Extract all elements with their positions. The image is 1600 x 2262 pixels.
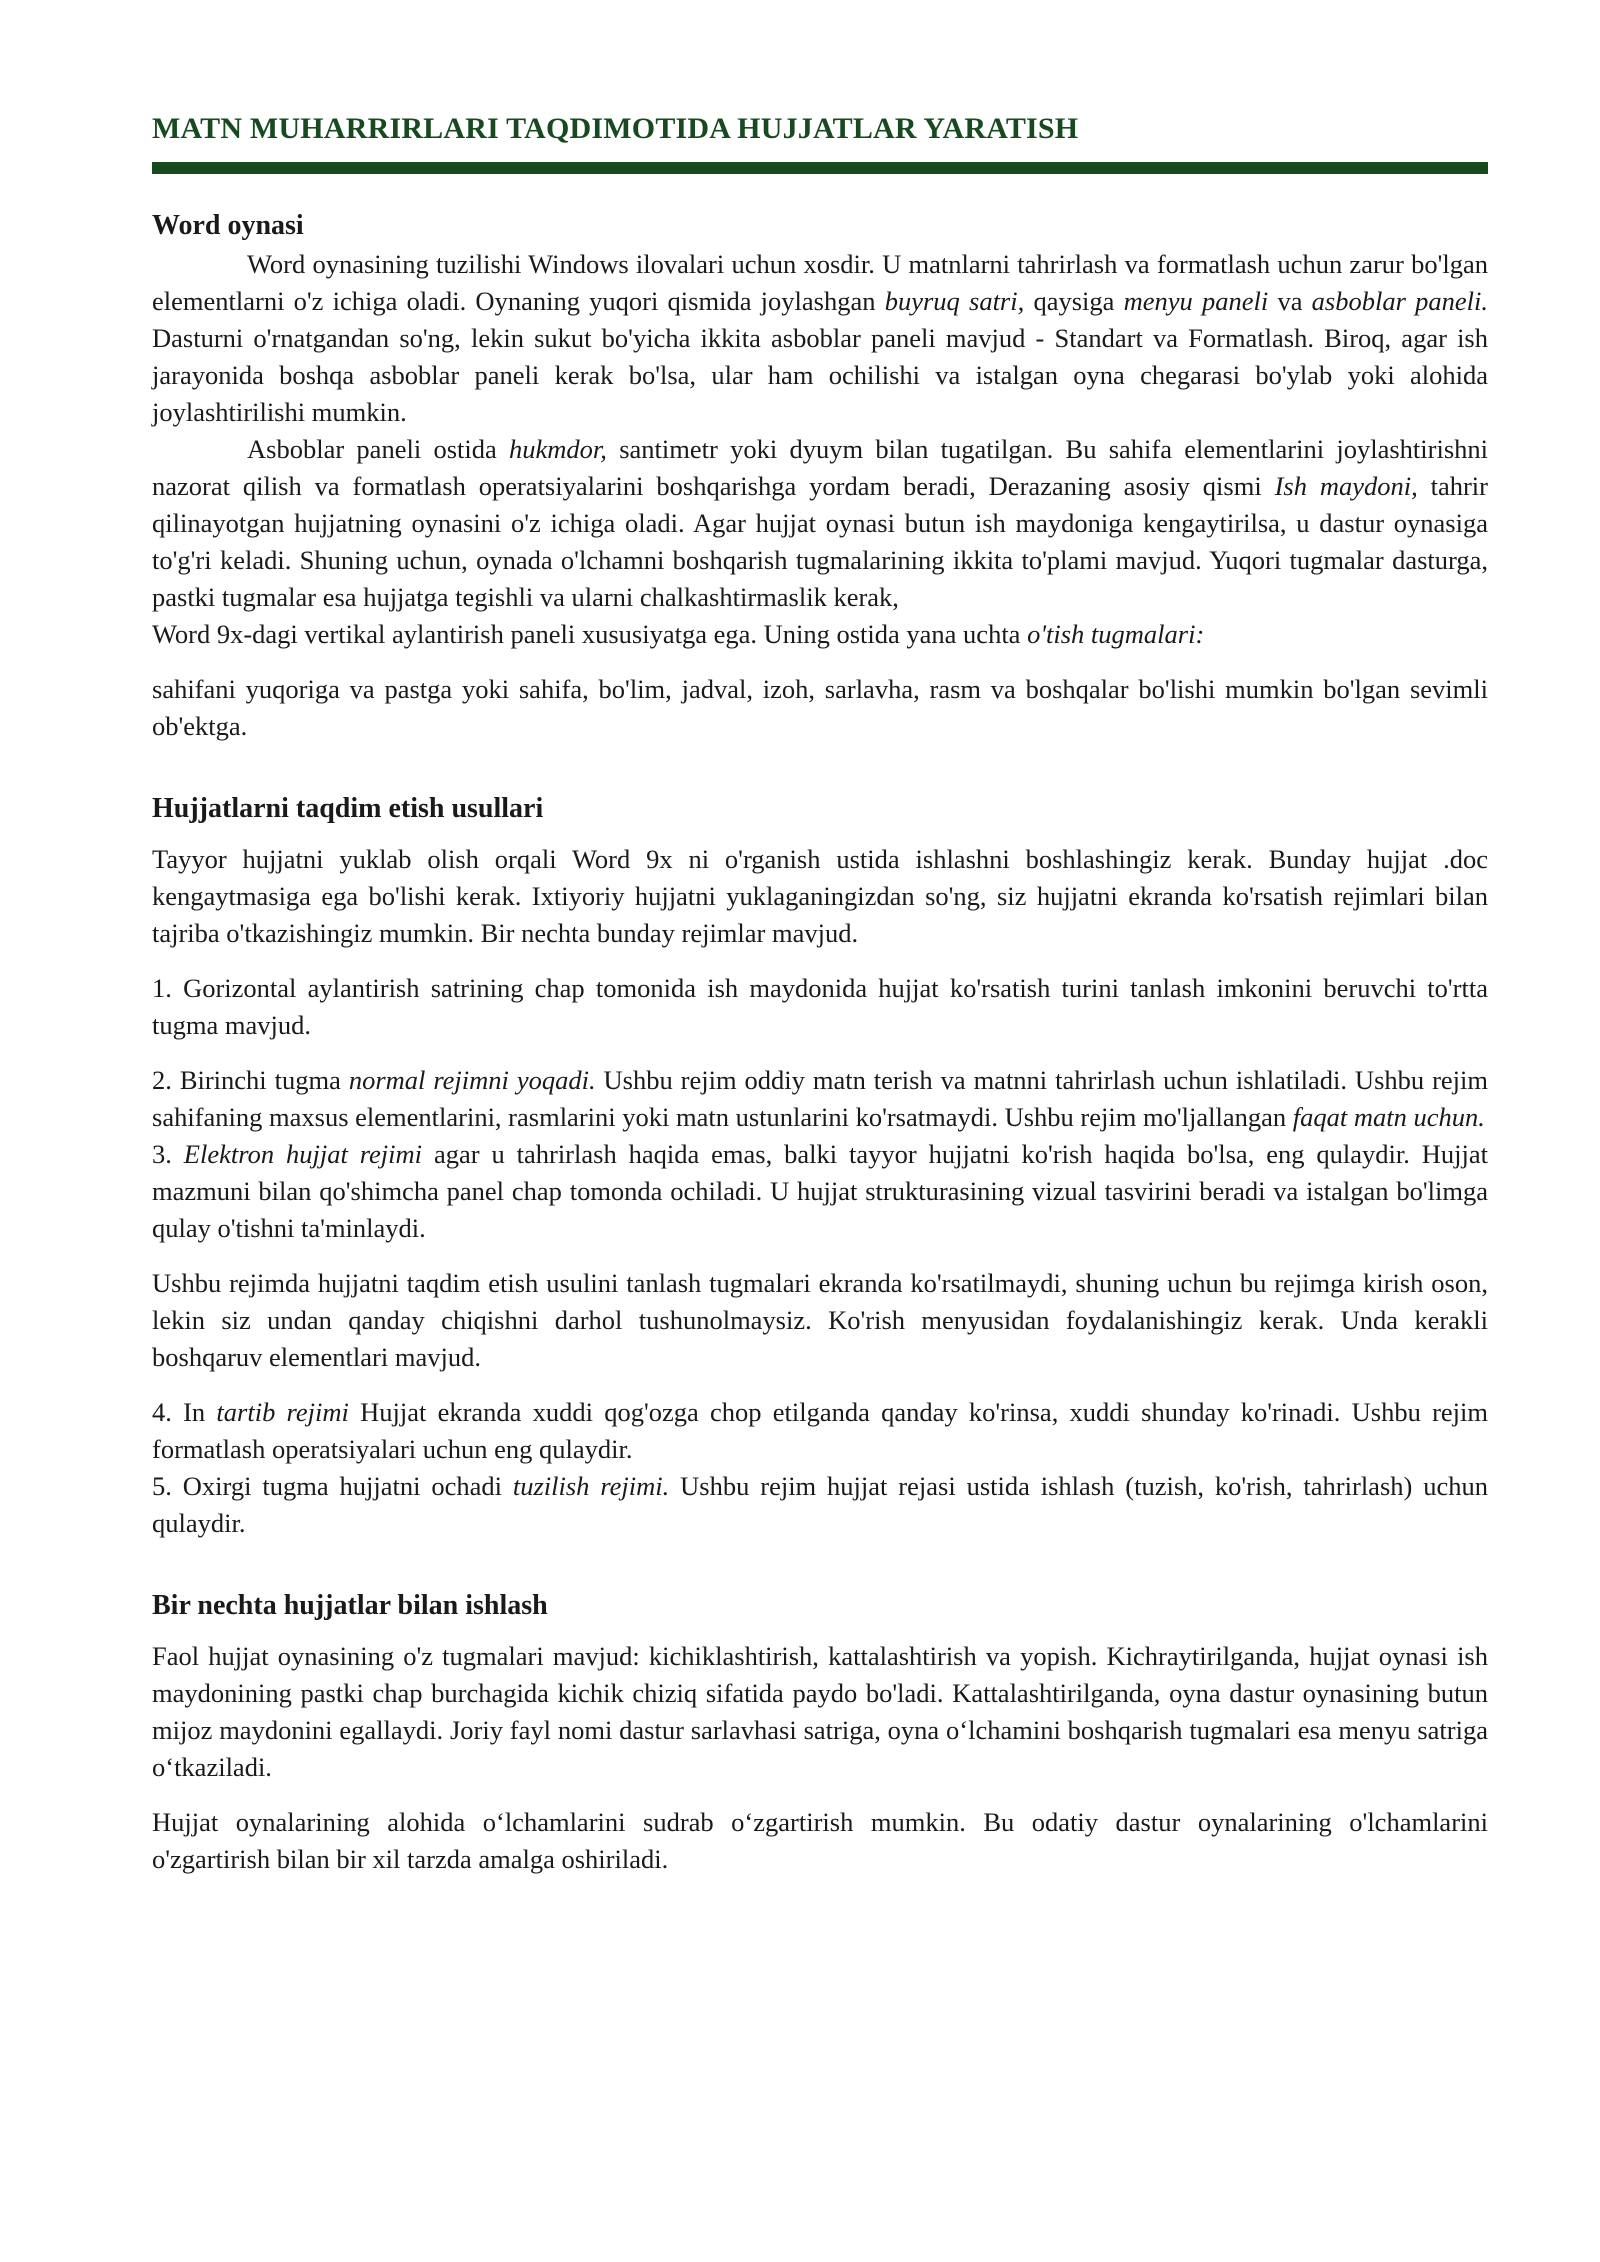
list-item: 2. Birinchi tugma normal rejimni yoqadi. Ushbu rejim oddiy matn terish va matnni tahrirlash uchun ishlatiladi. Ushbu rejim sahifaning maxsus elementlarini, rasmlarini yoki matn ustunlarini ko'rsatmaydi. Ushbu rejim mo'ljallangan faqat matn uchun.	[152, 1065, 1489, 1132]
document-title: MATN MUHARRIRLARI TAQDIMOTIDA HUJJATLAR YARATISH	[152, 112, 1079, 145]
list-item: 1. Gorizontal aylantirish satrining chap tomonida ish maydonida hujjat ko'rsatish turini tanlash imkonini beruvchi to'rtta tugma mavjud.	[152, 973, 1488, 1040]
list-item: 5. Oxirgi tugma hujjatni ochadi tuzilish rejimi. Ushbu rejim hujjat rejasi ustida ishlash (tuzish, ko'rish, tahrirlash) uchun qulaydir.	[152, 1471, 1488, 1538]
document-body	[152, 206, 1488, 1878]
paragraph: Word 9x-dagi vertikal aylantirish paneli xususiyatga ega. Uning ostida yana uchta o'tish tugmalari:	[152, 619, 1205, 649]
list-item: 3. Elektron hujjat rejimi agar u tahrirlash haqida emas, balki tayyor hujjatni ko'rish haqida bo'lsa, eng qulaydir. Hujjat mazmuni bilan qo'shimcha panel chap tomonda ochiladi. U hujjat strukturasining vizual tasvirini beradi va istalgan bo'limga qulay o'tishni ta'minlaydi.	[152, 1139, 1489, 1243]
title-divider	[152, 162, 1488, 174]
paragraph: Hujjat oynalarining alohida o‘lchamlarini sudrab o‘zgartirish mumkin. Bu odatiy dastur oynalarining o'lchamlarini o'zgartirish bilan bir xil tarzda amalga oshiriladi.	[152, 1807, 1488, 1874]
list-item: 4. In tartib rejimi Hujjat ekranda xuddi qog'ozga chop etilganda qanday ko'rinsa, xuddi shunday ko'rinadi. Ushbu rejim formatlash operatsiyalari uchun eng qulaydir.	[152, 1397, 1488, 1464]
section-heading-bir-nechta-hujjatlar: Bir nechta hujjatlar bilan ishlash	[152, 1590, 548, 1621]
paragraph: Faol hujjat oynasining o'z tugmalari mavjud: kichiklashtirish, kattalashtirish va yopish. Kichraytirilganda, hujjat oynasi ish maydonining pastki chap burchagida kichik chiziq sifatida paydo bo'ladi. Kattalashtirilganda, oyna dastur oynasining butun mijoz maydonini egallaydi. Joriy fayl nomi dastur sarlavhasi satriga, oyna o‘lchamini boshqarish tugmalari esa menyu satriga o‘tkaziladi.	[152, 1641, 1488, 1782]
paragraph: Word oynasining tuzilishi Windows ilovalari uchun xosdir. U matnlarni tahrirlash va formatlash uchun zarur bo'lgan elementlarni o'z ichiga oladi. Oynaning yuqori qismida joylashgan buyruq satri, qaysiga menyu paneli va asboblar paneli. Dasturni o'rnatgandan so'ng, lekin sukut bo'yicha ikkita asboblar paneli mavjud - Standart va Formatlash. Biroq, agar ish jarayonida boshqa asboblar paneli kerak bo'lsa, ular ham ochilishi va istalgan oyna chegarasi bo'ylab yoki alohida joylashtirilishi mumkin.	[152, 249, 1488, 427]
paragraph: Ushbu rejimda hujjatni taqdim etish usulini tanlash tugmalari ekranda ko'rsatilmaydi, shuning uchun bu rejimga kirish oson, lekin siz undan qanday chiqishni darhol tushunolmaysiz. Ko'rish menyusidan foydalanishingiz kerak. Unda kerakli boshqaruv elementlari mavjud.	[152, 1268, 1488, 1372]
section-heading-word-oynasi: Word oynasi	[152, 210, 304, 241]
section-heading-taqdim-usullari: Hujjatlarni taqdim etish usullari	[152, 793, 544, 824]
paragraph: Tayyor hujjatni yuklab olish orqali Word 9x ni o'rganish ustida ishlashni boshlashingiz kerak. Bunday hujjat .doc kengaytmasiga ega bo'lishi kerak. Ixtiyoriy hujjatni yuklaganingizdan so'ng, siz hujjatni ekranda ko'rsatish rejimlari bilan tajriba o'tkazishingiz mumkin. Bir nechta bunday rejimlar mavjud.	[152, 844, 1488, 948]
paragraph: sahifani yuqoriga va pastga yoki sahifa, bo'lim, jadval, izoh, sarlavha, rasm va boshqalar bo'lishi mumkin bo'lgan sevimli ob'ektga.	[152, 674, 1488, 741]
paragraph: Asboblar paneli ostida hukmdor, santimetr yoki dyuym bilan tugatilgan. Bu sahifa elementlarini joylashtirishni nazorat qilish va formatlash operatsiyalarini boshqarishga yordam beradi, Derazaning asosiy qismi Ish maydoni, tahrir qilinayotgan hujjatning oynasini o'z ichiga oladi. Agar hujjat oynasi butun ish maydoniga kengaytirilsa, u dastur oynasiga to'g'ri keladi. Shuning uchun, oynada o'lchamni boshqarish tugmalarining ikkita to'plami mavjud. Yuqori tugmalar dasturga, pastki tugmalar esa hujjatga tegishli va ularni chalkashtirmaslik kerak,	[152, 434, 1488, 612]
